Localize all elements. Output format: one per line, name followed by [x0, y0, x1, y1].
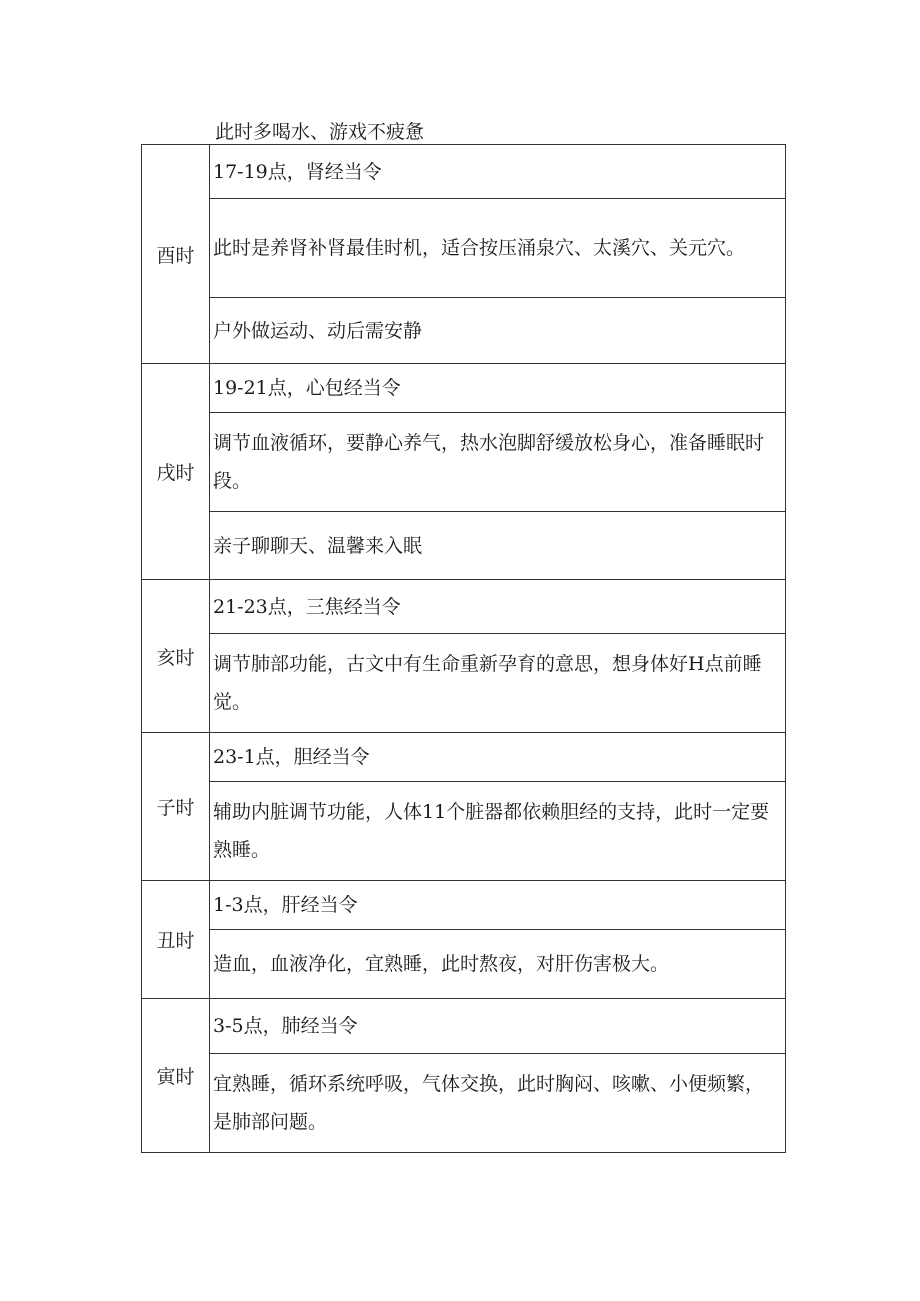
time-range-cell: 23-1点，胆经当令 [210, 733, 786, 782]
activity-cell: 户外做运动、动后需安静 [210, 298, 786, 364]
table-row [142, 298, 786, 364]
description-cell: 调节血液循环，要静心养气，热水泡脚舒缓放松身心，准备睡眠时段。 [210, 413, 786, 512]
table-row [142, 199, 786, 298]
table-row [142, 512, 786, 580]
description-cell: 宜熟睡，循环系统呼吸，气体交换，此时胸闷、咳嗽、小便频繁，是肺部问题。 [210, 1054, 786, 1153]
table-row [142, 1054, 786, 1153]
description-cell: 此时是养肾补肾最佳时机，适合按压涌泉穴、太溪穴、关元穴。 [210, 199, 786, 298]
table-row [142, 413, 786, 512]
period-cell: 亥时 [142, 580, 210, 733]
activity-cell: 亲子聊聊天、温馨来入眠 [210, 512, 786, 580]
time-range-cell: 19-21点，心包经当令 [210, 364, 786, 413]
time-range-cell: 17-19点，肾经当令 [210, 145, 786, 199]
table-row [142, 930, 786, 999]
description-cell: 调节肺部功能，古文中有生命重新孕育的意思，想身体好H点前睡觉。 [210, 634, 786, 733]
period-cell: 戌时 [142, 364, 210, 580]
table-row [142, 999, 786, 1054]
time-range-cell: 1-3点，肝经当令 [210, 881, 786, 930]
period-cell: 丑时 [142, 881, 210, 999]
table-row [142, 145, 786, 199]
table-row [142, 881, 786, 930]
intro-line: 此时多喝水、游戏不疲惫 [215, 121, 425, 143]
time-range-cell: 3-5点，肺经当令 [210, 999, 786, 1054]
description-cell: 造血，血液净化，宜熟睡，此时熬夜，对肝伤害极大。 [210, 930, 786, 999]
table-row [142, 733, 786, 782]
time-range-cell: 21-23点，三焦经当令 [210, 580, 786, 634]
table-row [142, 634, 786, 733]
period-cell: 寅时 [142, 999, 210, 1153]
table-row [142, 364, 786, 413]
table-row [142, 782, 786, 881]
description-cell: 辅助内脏调节功能，人体11个脏器都依赖胆经的支持，此时一定要熟睡。 [210, 782, 786, 881]
table-row [142, 580, 786, 634]
meridian-schedule-table [141, 144, 786, 1153]
period-cell: 酉时 [142, 145, 210, 364]
period-cell: 子时 [142, 733, 210, 881]
